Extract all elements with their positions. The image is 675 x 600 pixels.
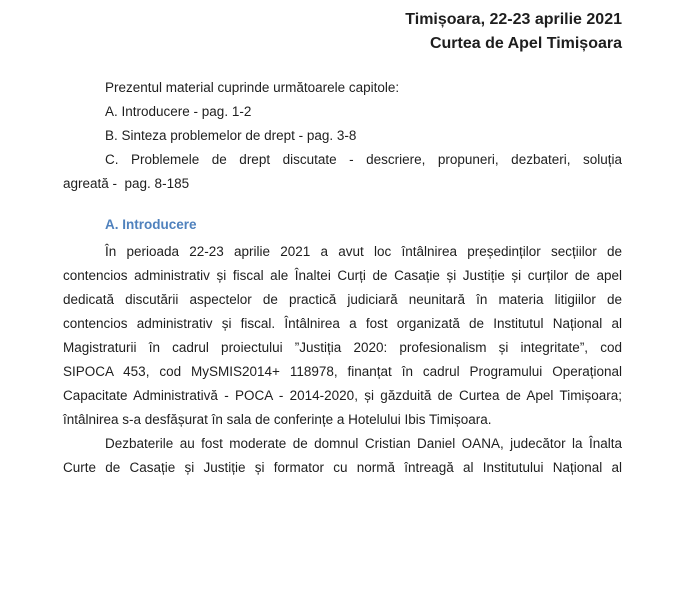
paragraph-1-line: contencios administrativ și fiscal. Întâlnirea a fost organizată de Institutul Național al (63, 316, 622, 331)
toc-item-b: B. Sinteza problemelor de drept - pag. 3-8 (105, 128, 357, 143)
header-court-name: Curtea de Apel Timișoara (429, 35, 622, 52)
paragraph-1-line: SIPOCA 453, cod MySMIS2014+ 118978, finanțat în cadrul Programului Operațional (63, 364, 622, 379)
document-header (63, 8, 622, 56)
document-content (63, 0, 622, 480)
paragraph-1-line: În perioada 22-23 aprilie 2021 a avut loc întâlnirea președinților secțiilor de (105, 244, 622, 259)
paragraph-1-line: Capacitate Administrativă - POCA - 2014-2020, și găzduită de Curtea de Apel Timișoara; (63, 388, 622, 403)
paragraph-1-line: dedicată discutării aspectelor de practică judiciară neunitară în materia litigiilor de (63, 292, 622, 307)
header-location-date: Timișoara, 22-23 aprilie 2021 (405, 11, 622, 28)
paragraph-1-line: contencios administrativ și fiscal ale Înaltei Curți de Casație și Justiție și curților de apel (63, 268, 622, 283)
paragraph-1-line: întâlnirea s-a desfășurat în sala de conferințe a Hotelului Ibis Timișoara. (63, 412, 492, 427)
toc-item-c-line2: agreată - pag. 8-185 (63, 176, 190, 191)
toc-item-a: A. Introducere - pag. 1-2 (105, 104, 252, 119)
paragraph-2 (63, 432, 622, 480)
paragraph-2-line: Curte de Casație și Justiție și formator cu normă întreagă al Institutului Național al (63, 460, 622, 475)
paragraph-2-line: Dezbaterile au fost moderate de domnul Cristian Daniel OANA, judecător la Înalta (105, 436, 622, 451)
section-heading-introducere: A. Introducere (105, 217, 197, 232)
toc-item-c-line1: C. Problemele de drept discutate - descriere, propuneri, dezbateri, soluția (105, 152, 622, 167)
paragraph-1 (63, 240, 622, 432)
table-of-contents (63, 76, 622, 196)
paragraph-1-line: Magistraturii în cadrul proiectului ”Justiția 2020: profesionalism și integritate”, cod (63, 340, 622, 355)
toc-intro-line: Prezentul material cuprinde următoarele capitole: (105, 80, 400, 95)
